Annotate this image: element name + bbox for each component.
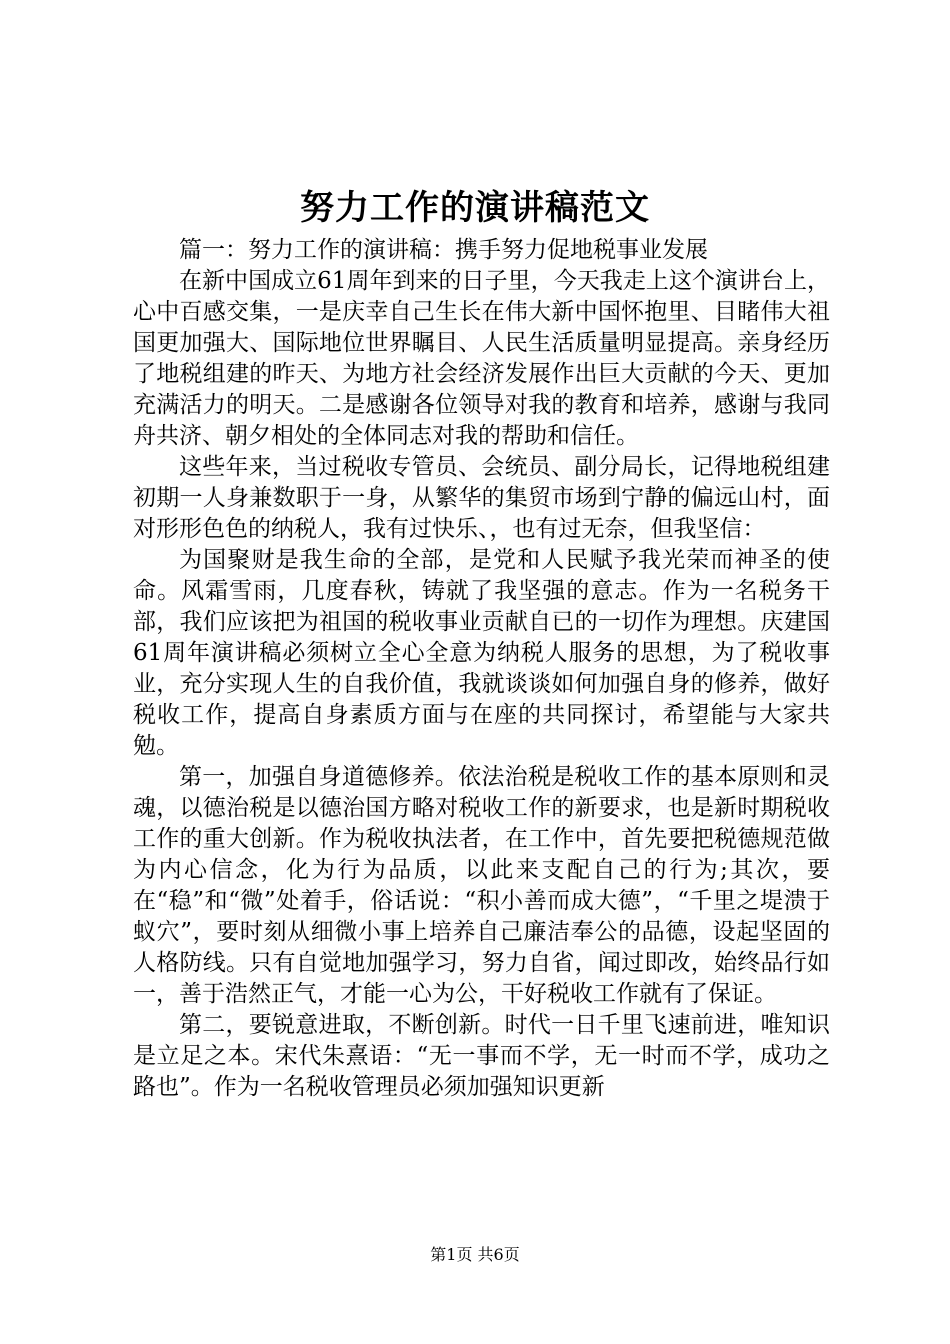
document-body bbox=[133, 235, 830, 1103]
paragraph: 在新中国成立61周年到来的日子里，今天我走上这个演讲台上，心中百感交集，一是庆幸自己生长在伟大新中国怀抱里、目睹伟大祖国更加强大、国际地位世界瞩目、人民生活质量明显提高。亲身经历了地税组建的昨天、为地方社会经济发展作出巨大贡献的今天、更加充满活力的明天。二是感谢各位领导对我的教育和培养，感谢与我同舟共济、朝夕相处的全体同志对我的帮助和信任。 bbox=[133, 268, 830, 449]
page-footer: 第1页 共6页 bbox=[430, 1245, 520, 1264]
paragraph: 这些年来，当过税收专管员、会统员、副分局长，记得地税组建初期一人身兼数职于一身，从繁华的集贸市场到宁静的偏远山村，面对形形色色的纳税人，我有过快乐、，也有过无奈，但我坚信： bbox=[133, 454, 830, 542]
document-title: 努力工作的演讲稿范文 bbox=[300, 188, 650, 228]
paragraph: 第一，加强自身道德修养。依法治税是税收工作的基本原则和灵魂，以德治税是以德治国方略对税收工作的新要求，也是新时期税收工作的重大创新。作为税收执法者，在工作中，首先要把税德规范做为内心信念，化为行为品质，以此来支配自己的行为;其次，要在“稳”和“微”处着手，俗话说：“积小善而成大德”，“千里之堤溃于蚁穴”，要时刻从细微小事上培养自己廉洁奉公的品德，设起坚固的人格防线。只有自觉地加强学习，努力自省，闻过即改，始终品行如一，善于浩然正气，才能一心为公，干好税收工作就有了保证。 bbox=[133, 764, 830, 1007]
paragraph-subtitle: 篇一：努力工作的演讲稿：携手努力促地税事业发展 bbox=[179, 237, 708, 263]
paragraph: 第二，要锐意进取，不断创新。时代一日千里飞速前进，唯知识是立足之本。宋代朱熹语：“无一事而不学，无一时而不学，成功之路也”。作为一名税收管理员必须加强知识更新 bbox=[133, 1012, 830, 1100]
paragraph: 为国聚财是我生命的全部，是党和人民赋予我光荣而神圣的使命。风霜雪雨，几度春秋，铸就了我坚强的意志。作为一名税务干部，我们应该把为祖国的税收事业贡献自已的一切作为理想。庆建国61周年演讲稿必须树立全心全意为纳税人服务的思想，为了税收事业，充分实现人生的自我价值，我就谈谈如何加强自身的修养，做好税收工作，提高自身素质方面与在座的共同探讨，希望能与大家共勉。 bbox=[133, 547, 830, 759]
